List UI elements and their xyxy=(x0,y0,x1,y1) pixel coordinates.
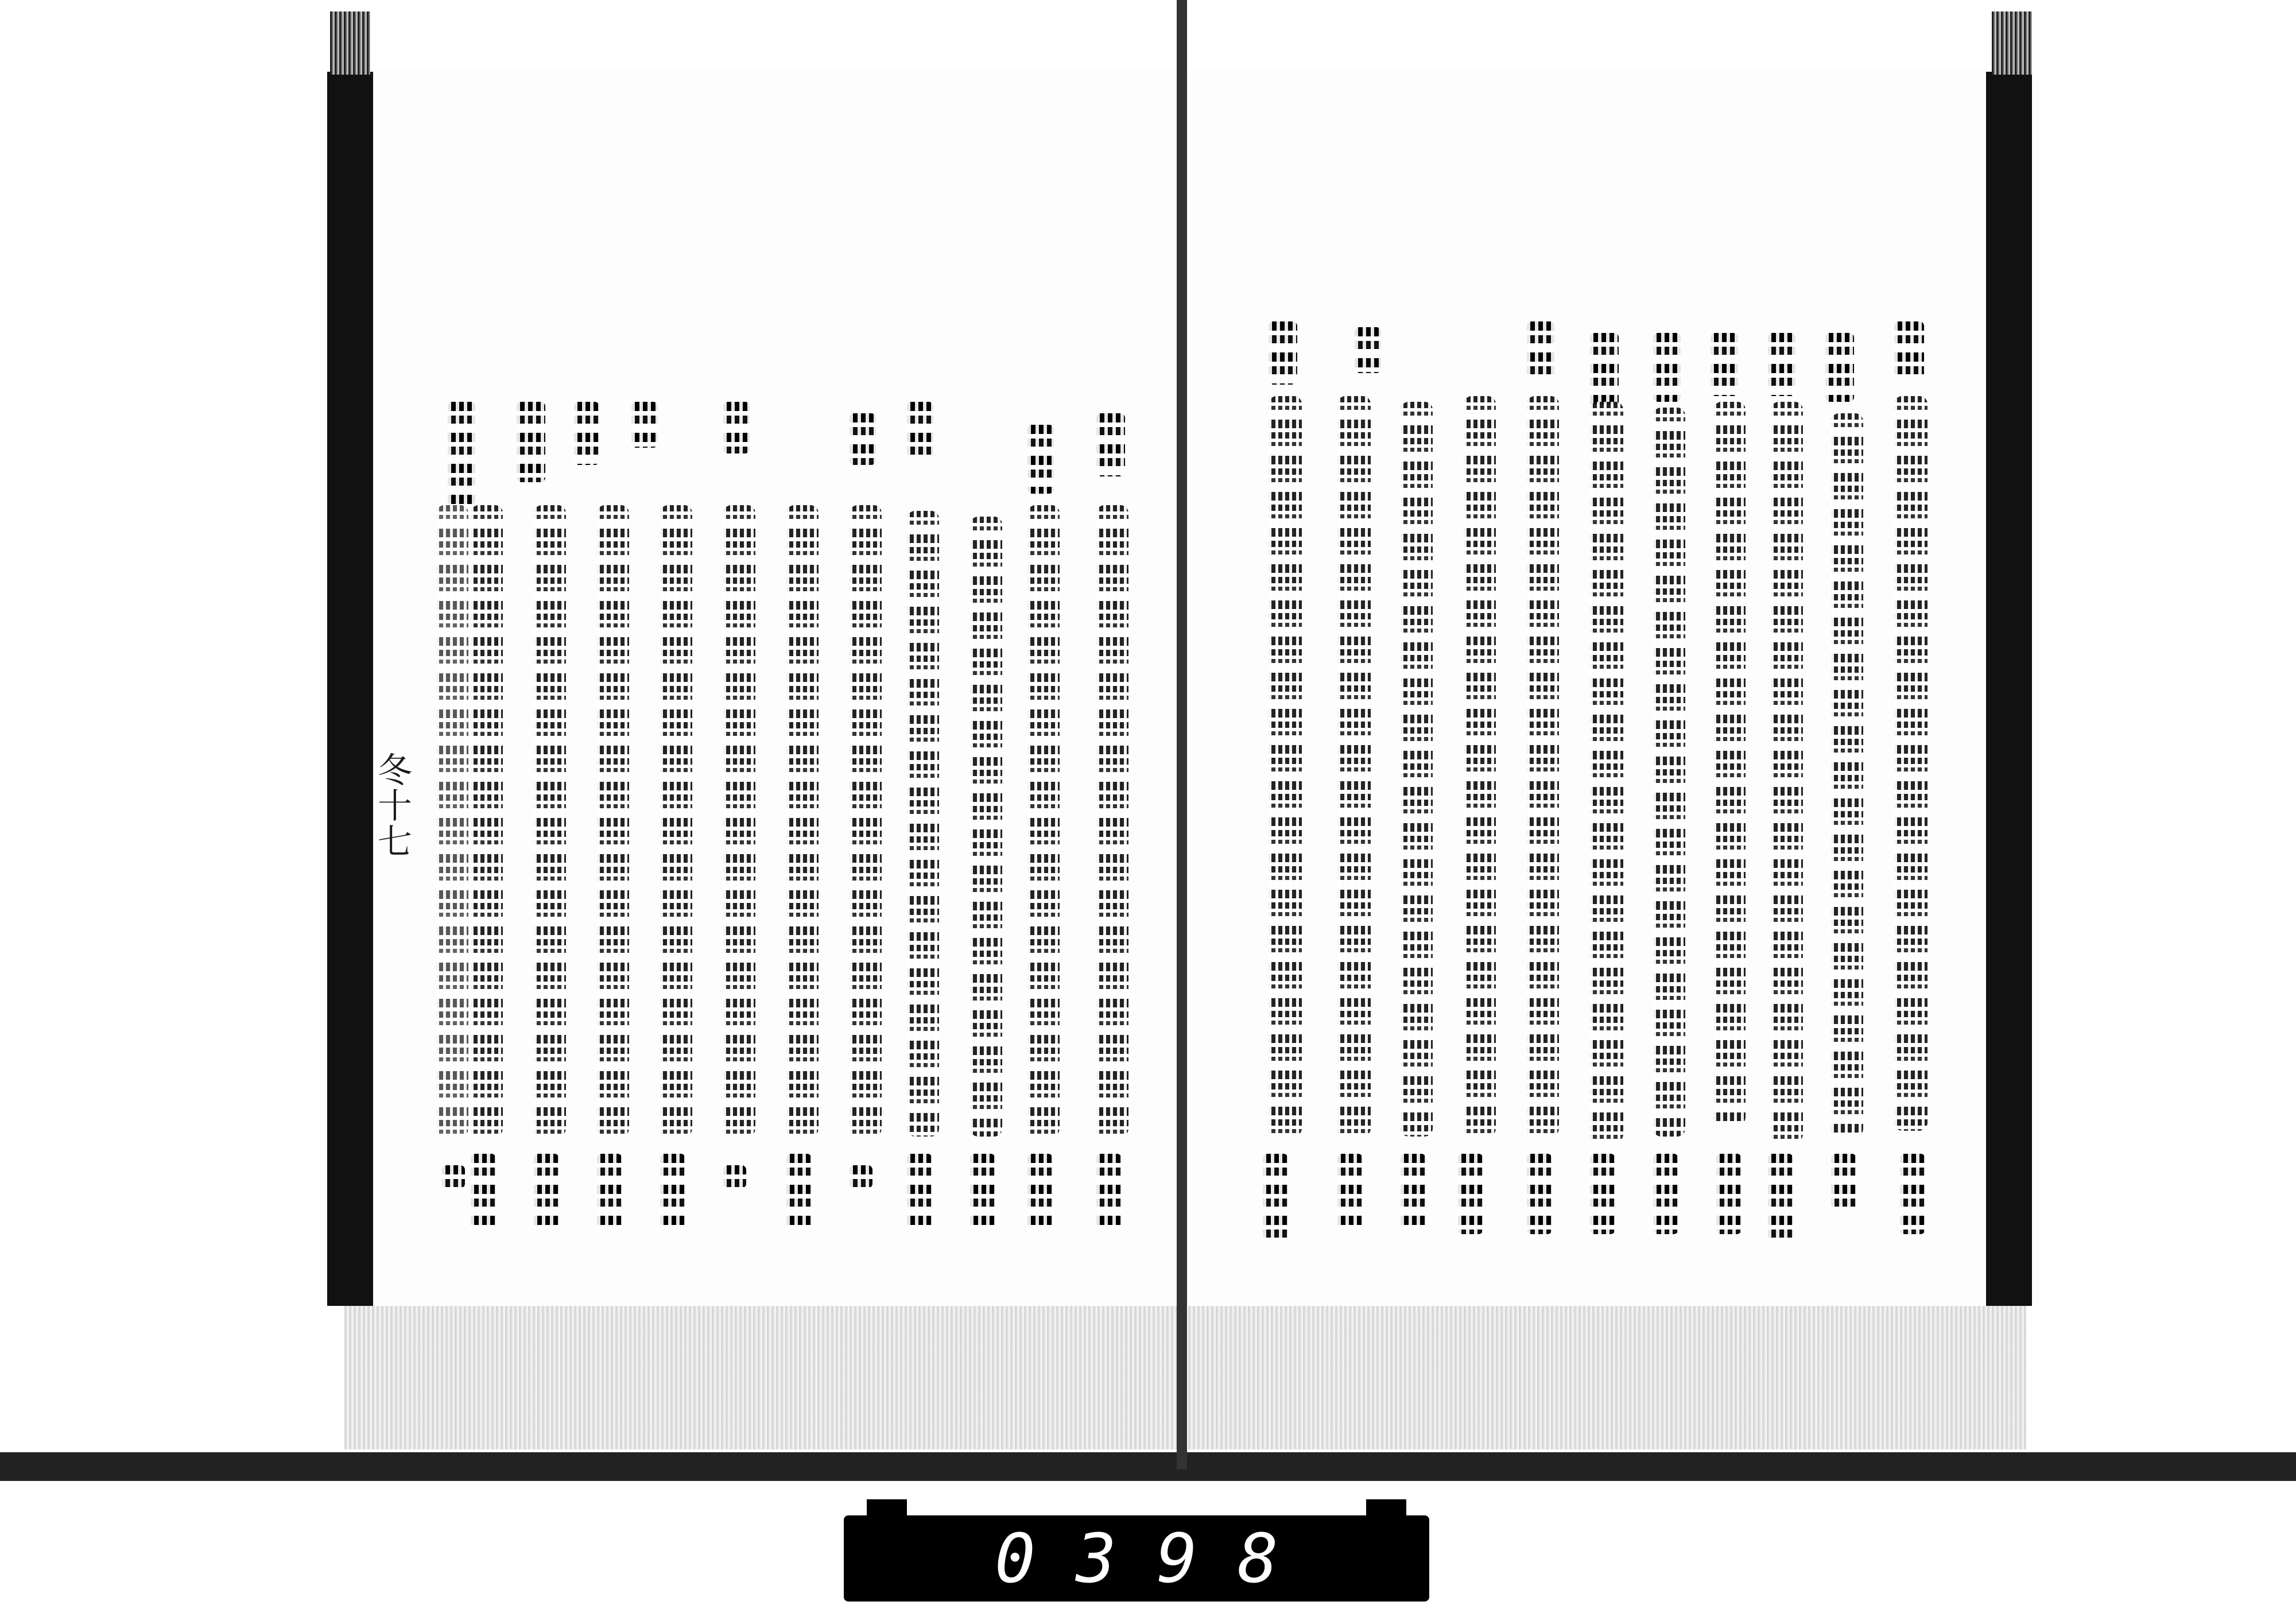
gutter xyxy=(1177,0,1187,1469)
heading-label xyxy=(1825,333,1854,402)
author-mark xyxy=(1401,1154,1426,1228)
author-mark xyxy=(534,1154,559,1228)
calligraphy-column xyxy=(1653,408,1685,1137)
calligraphy-column xyxy=(1527,396,1559,1137)
heading-label xyxy=(907,402,933,459)
frame-tab xyxy=(1366,1499,1406,1522)
folio-label: 冬十七 xyxy=(372,752,412,859)
left-lower-edge xyxy=(344,1306,1177,1449)
author-mark xyxy=(723,1165,746,1188)
calligraphy-column xyxy=(436,505,468,1137)
calligraphy-column xyxy=(1464,396,1496,1137)
author-mark xyxy=(1716,1154,1742,1234)
heading-label xyxy=(1269,321,1297,385)
frame-counter xyxy=(844,1515,1429,1602)
calligraphy-column xyxy=(1894,396,1927,1131)
author-mark xyxy=(442,1165,465,1188)
author-mark xyxy=(1527,1154,1552,1234)
heading-label xyxy=(631,402,658,448)
heading-label xyxy=(850,413,876,465)
calligraphy-column xyxy=(786,505,819,1137)
author-mark xyxy=(1768,1154,1793,1240)
calligraphy-column xyxy=(534,505,566,1137)
heading-label xyxy=(1711,333,1738,396)
calligraphy-column xyxy=(597,505,629,1137)
right-page xyxy=(1185,69,1986,1303)
author-mark xyxy=(1096,1154,1122,1228)
heading-label xyxy=(1027,425,1054,494)
heading-label xyxy=(1653,333,1681,402)
author-mark xyxy=(1900,1154,1925,1234)
author-mark xyxy=(907,1154,932,1228)
calligraphy-column xyxy=(907,511,939,1137)
bottom-shadow xyxy=(0,1452,2296,1481)
author-mark xyxy=(850,1165,872,1188)
heading-label xyxy=(1768,333,1795,396)
frame-number: 0398 xyxy=(994,1519,1319,1598)
left-fore-edge xyxy=(330,11,370,75)
calligraphy-column xyxy=(1401,402,1433,1137)
heading-label xyxy=(448,402,475,505)
heading-label xyxy=(574,402,599,465)
heading-label xyxy=(1894,321,1924,379)
calligraphy-column xyxy=(1590,402,1623,1142)
author-mark xyxy=(597,1154,622,1228)
heading-label xyxy=(1096,413,1125,476)
left-page-border xyxy=(327,72,373,1306)
right-page-border xyxy=(1986,72,2032,1306)
right-lower-edge xyxy=(1188,1306,2026,1449)
author-mark xyxy=(1027,1154,1053,1228)
calligraphy-column xyxy=(1027,505,1060,1137)
frame-tab xyxy=(867,1499,907,1522)
heading-label xyxy=(1355,327,1381,373)
author-mark xyxy=(1337,1154,1363,1228)
author-mark xyxy=(1263,1154,1288,1240)
author-mark xyxy=(1831,1154,1856,1211)
calligraphy-column xyxy=(970,517,1002,1137)
calligraphy-column xyxy=(850,505,882,1137)
heading-label xyxy=(1590,333,1619,408)
calligraphy-column xyxy=(1713,402,1746,1125)
heading-label xyxy=(517,402,545,482)
heading-label xyxy=(1527,321,1554,379)
calligraphy-column xyxy=(1096,505,1128,1137)
author-mark xyxy=(970,1154,995,1228)
author-mark xyxy=(1458,1154,1483,1234)
calligraphy-column xyxy=(1337,396,1371,1137)
heading-label xyxy=(723,402,750,453)
calligraphy-column xyxy=(660,505,692,1137)
calligraphy-column xyxy=(723,505,755,1137)
author-mark xyxy=(471,1154,496,1228)
author-mark xyxy=(1653,1154,1678,1234)
author-mark xyxy=(1590,1154,1615,1234)
author-mark xyxy=(786,1154,812,1228)
right-fore-edge xyxy=(1992,11,2032,75)
calligraphy-column xyxy=(471,505,503,1137)
author-mark xyxy=(660,1154,685,1228)
calligraphy-column xyxy=(1831,413,1863,1137)
calligraphy-column xyxy=(1771,402,1803,1142)
calligraphy-column xyxy=(1269,396,1302,1137)
